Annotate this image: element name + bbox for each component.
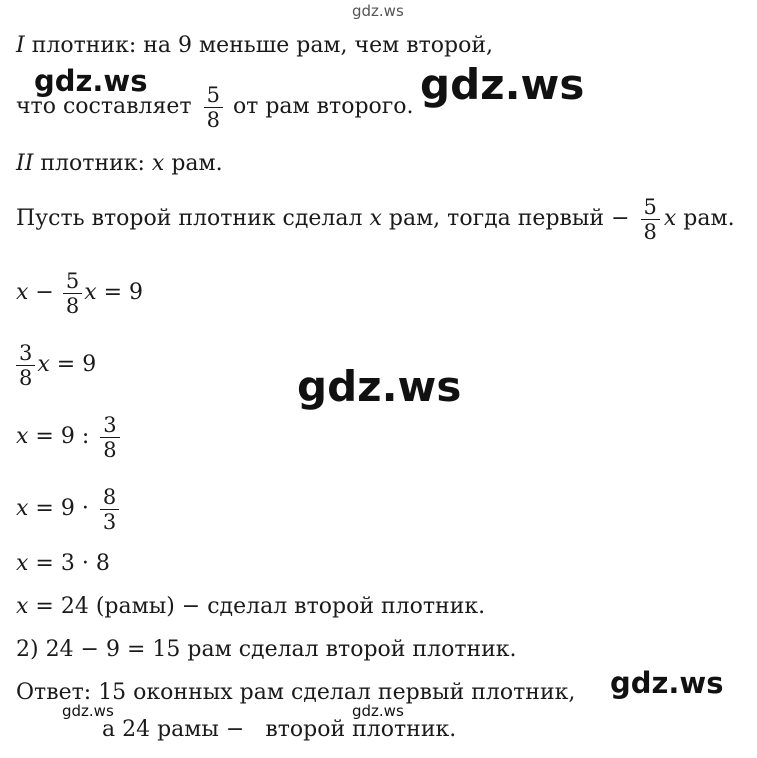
- fraction: [63, 269, 82, 318]
- fraction-numerator: 5: [643, 194, 657, 219]
- fraction-numerator: 3: [103, 412, 117, 437]
- line-3: [16, 150, 223, 178]
- watermark-top: gdz.ws: [352, 2, 404, 20]
- fraction-denominator: 8: [643, 219, 657, 244]
- line-text: рам, тогда первый −: [381, 206, 637, 231]
- variable-x: x: [16, 280, 29, 305]
- variable-x: x: [16, 496, 29, 521]
- equation-5: [16, 550, 110, 578]
- variable-x: x: [663, 206, 677, 231]
- roman-numeral: II: [16, 151, 34, 176]
- variable-x: x: [16, 424, 29, 449]
- fraction-denominator: 8: [65, 293, 80, 318]
- equation-1: [16, 266, 143, 320]
- variable-x: x: [37, 352, 50, 377]
- line-4: [16, 192, 735, 246]
- step-2: [16, 636, 517, 664]
- equation-rest: = 9 ·: [28, 496, 96, 521]
- line-text: что составляет: [16, 94, 192, 119]
- equation-4: [16, 482, 123, 536]
- equation-rest: = 9: [96, 280, 144, 305]
- equation-rest: = 9: [49, 352, 97, 377]
- watermark-center: gdz.ws: [297, 362, 462, 411]
- fraction-denominator: 8: [103, 437, 117, 462]
- equation-3: [16, 410, 124, 464]
- roman-numeral: I: [16, 33, 25, 58]
- answer-line-1: [16, 679, 575, 707]
- fraction: [641, 195, 660, 244]
- line-text: от рам второго.: [232, 94, 414, 119]
- fraction: [204, 83, 223, 132]
- fraction: [100, 413, 119, 462]
- fraction: [16, 341, 35, 390]
- fraction-numerator: 8: [102, 484, 117, 509]
- line-text: Пусть второй плотник сделал: [16, 206, 370, 231]
- fraction-denominator: 8: [206, 107, 220, 132]
- watermark-bottom-mid: gdz.ws: [352, 702, 404, 720]
- fraction-denominator: 8: [19, 365, 33, 390]
- watermark-bottom-right: gdz.ws: [610, 666, 724, 700]
- variable-x: x: [151, 151, 165, 176]
- line-text: плотник:: [33, 151, 152, 176]
- answer-line-2: [102, 716, 456, 744]
- variable-x: x: [16, 594, 29, 619]
- line-2: [16, 80, 414, 134]
- equation-rest: = 9 :: [28, 424, 97, 449]
- equation-rest: = 24 (рамы) − сделал второй плотник.: [28, 594, 486, 619]
- variable-x: x: [369, 206, 382, 231]
- fraction: [100, 485, 119, 534]
- line-text: Ответ: 15 оконных рам сделал первый плотник,: [16, 680, 576, 705]
- watermark-left: gdz.ws: [34, 64, 148, 98]
- fraction-numerator: 5: [206, 82, 220, 107]
- variable-x: x: [16, 551, 29, 576]
- watermark-right: gdz.ws: [420, 60, 585, 109]
- fraction-numerator: 5: [65, 268, 80, 293]
- line-text: рам.: [676, 206, 735, 231]
- watermark-bottom-left: gdz.ws: [62, 702, 114, 720]
- fraction-numerator: 3: [19, 340, 33, 365]
- equation-6: [16, 593, 485, 621]
- line-text: рам.: [164, 151, 223, 176]
- line-text: 2) 24 − 9 = 15 рам сделал второй плотник.: [16, 637, 517, 662]
- line-text: плотник: на 9 меньше рам, чем второй,: [24, 33, 493, 58]
- variable-x: x: [84, 280, 97, 305]
- line-1: [16, 32, 493, 60]
- equation-2: [16, 338, 96, 392]
- fraction-denominator: 3: [102, 509, 117, 534]
- equation-rest: = 3 · 8: [28, 551, 110, 576]
- operator: −: [28, 280, 61, 305]
- line-text: а 24 рамы − второй плотник.: [102, 717, 457, 742]
